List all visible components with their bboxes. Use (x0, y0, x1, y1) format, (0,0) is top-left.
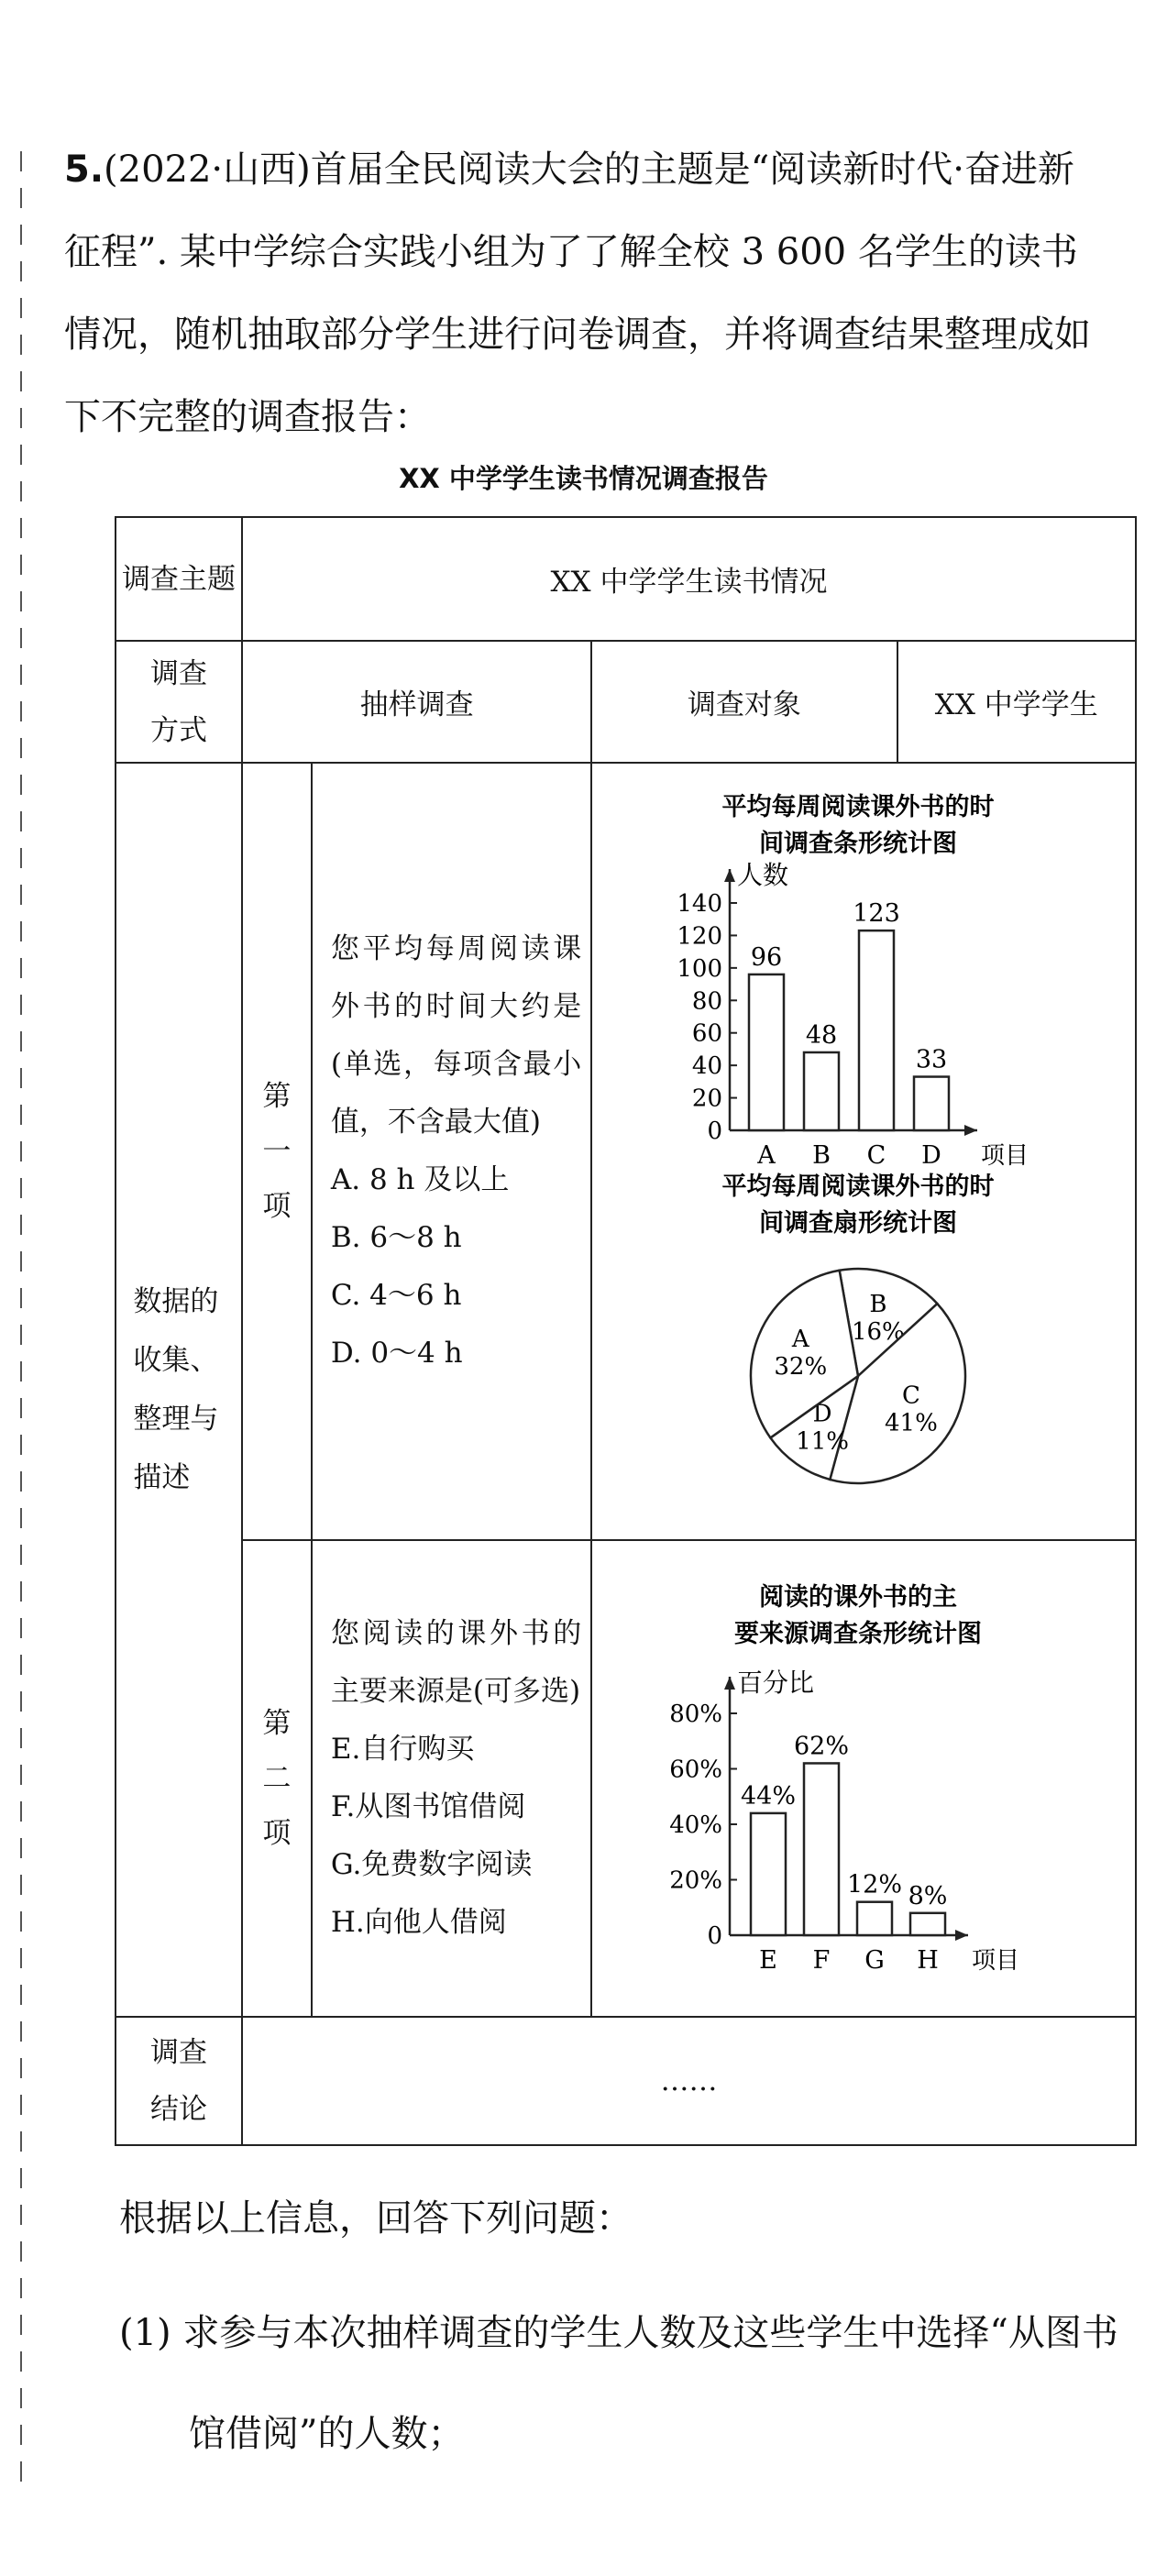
report-title: XX 中学学生读书情况调查报告 (399, 463, 768, 494)
bar-value-label-B: 48 (806, 1020, 838, 1050)
x-axis-label: 项目 (981, 1142, 1029, 1167)
item2-chart-cell (591, 1540, 1136, 2017)
report-table (115, 516, 1137, 2146)
y-tick-label: 140 (677, 890, 723, 918)
chart-title-line-2: 间调查条形统计图 (759, 830, 958, 858)
problem-line-1 (64, 128, 1137, 211)
topic-label-cell (116, 517, 242, 641)
y-axis-arrow (724, 1677, 735, 1690)
bar-H (910, 1913, 945, 1935)
conclusion-label: 调查结论 (149, 2036, 207, 2126)
problem-statement (64, 128, 1137, 458)
bar-G (857, 1902, 892, 1935)
problem-line-2: 征程”. 某中学综合实践小组为了了解全校 3 600 名学生的读书 (64, 231, 1078, 273)
bar-D (914, 1077, 949, 1130)
item2-option-g: G.免费数字阅读 (330, 1848, 533, 1881)
bar-value-label-H: 8% (908, 1881, 948, 1910)
pie-value-D: 11% (796, 1427, 850, 1456)
bar-B (804, 1052, 839, 1130)
y-tick-label: 20 (692, 1084, 723, 1113)
source-bar-chart (592, 1541, 1133, 2013)
object-label: 调查对象 (591, 641, 897, 763)
bar-value-label-D: 33 (916, 1045, 948, 1074)
y-tick-label: 80 (692, 987, 723, 1016)
pie-label-C: C (902, 1382, 921, 1410)
topic-label: 调查主题 (121, 562, 236, 596)
item1-option-b: B. 6～8 h (330, 1221, 462, 1254)
item1-question: 您平均每周阅读课外书的时间大约是(单选，每项含最小值，不含最大值) (330, 932, 582, 1139)
question-1 (119, 2283, 1137, 2484)
pie-value-B: 16% (852, 1317, 906, 1346)
x-axis-arrow (955, 1930, 968, 1941)
question-1-line-2: 馆借阅”的人数； (189, 2413, 465, 2455)
x-axis-label: 项目 (972, 1947, 1020, 1975)
data-label: 数据的收集、整理与描述 (133, 1285, 219, 1494)
y-tick-label: 80% (669, 1701, 723, 1728)
item1-option-a: A. 8 h 及以上 (330, 1163, 510, 1196)
bar-value-label-C: 123 (853, 899, 901, 929)
conclusion-label-cell (116, 2017, 242, 2145)
method-label: 调查方式 (149, 656, 207, 747)
y-tick-label: 60% (669, 1756, 723, 1784)
problem-number: 5. (64, 149, 105, 191)
x-tick-label-B: B (812, 1141, 831, 1167)
x-tick-label-D: D (921, 1141, 942, 1167)
y-tick-label: 120 (677, 922, 723, 951)
time-bar-chart (592, 764, 1133, 1167)
pie-label-A: A (792, 1326, 809, 1354)
pie-label-D: D (812, 1400, 832, 1428)
item1-charts-cell (591, 763, 1136, 1540)
y-tick-label: 0 (707, 1117, 723, 1145)
y-axis-arrow (724, 869, 735, 882)
item2-side-label: 第二项 (262, 1707, 292, 1850)
time-pie-chart (592, 1167, 1133, 1534)
item1-side-cell (242, 763, 312, 1540)
y-tick-label: 100 (677, 954, 723, 983)
item2-question: 您阅读的课外书的主要来源是(可多选) (330, 1617, 582, 1708)
pie-value-A: 32% (774, 1353, 828, 1382)
x-tick-label-F: F (812, 1946, 831, 1975)
bar-F (804, 1763, 839, 1935)
question-1-line-1: (1) 求参与本次抽样调查的学生人数及这些学生中选择“从图书 (119, 2312, 1118, 2354)
method-label-cell (116, 641, 242, 763)
x-tick-label-C: C (866, 1141, 886, 1167)
bar-A (749, 974, 784, 1130)
item2-option-h: H.向他人借阅 (330, 1906, 507, 1939)
margin-dashed-line (20, 151, 22, 2498)
pie-value-C: 41% (885, 1409, 939, 1437)
bar-value-label-G: 12% (847, 1870, 903, 1899)
item2-question-cell (312, 1540, 591, 2017)
item2-option-e: E.自行购买 (330, 1733, 475, 1766)
x-tick-label-E: E (759, 1946, 778, 1975)
x-axis-arrow (964, 1125, 977, 1136)
problem-line-4: 下不完整的调查报告： (64, 396, 431, 438)
y-axis-label: 百分比 (737, 1668, 815, 1698)
item1-option-c: C. 4～6 h (330, 1279, 462, 1312)
bar-value-label-F: 62% (794, 1732, 850, 1761)
bar-C (859, 930, 894, 1130)
data-label-cell (116, 763, 242, 2017)
bar-value-label-A: 96 (751, 942, 783, 972)
bar-value-label-E: 44% (741, 1781, 797, 1811)
problem-text-1: (2022·山西)首届全民阅读大会的主题是“阅读新时代·奋进新 (104, 149, 1074, 191)
chart-title-line-1: 阅读的课外书的主 (759, 1583, 958, 1612)
y-tick-label: 40 (692, 1052, 723, 1081)
item1-option-d: D. 0～4 h (330, 1337, 463, 1370)
bar-E (751, 1813, 786, 1935)
pie-title-line-1: 平均每周阅读课外书的时 (721, 1172, 995, 1201)
item2-option-f: F.从图书馆借阅 (330, 1790, 526, 1823)
topic-value: XX 中学学生读书情况 (242, 517, 1136, 641)
y-axis-label: 人数 (737, 860, 789, 890)
y-tick-label: 60 (692, 1019, 723, 1048)
x-tick-label-A: A (757, 1141, 776, 1167)
x-tick-label-G: G (864, 1946, 886, 1975)
x-tick-label-H: H (917, 1946, 940, 1975)
y-tick-label: 20% (669, 1866, 723, 1895)
chart-title-line-1: 平均每周阅读课外书的时 (721, 793, 995, 821)
pie-label-B: B (869, 1290, 887, 1318)
pie-title-line-2: 间调查扇形统计图 (759, 1209, 958, 1238)
problem-line-3: 情况，随机抽取部分学生进行问卷调查，并将调查结果整理成如 (64, 314, 1091, 356)
y-tick-label: 0 (707, 1922, 723, 1950)
questions-intro: 根据以上信息，回答下列问题： (119, 2197, 633, 2240)
conclusion-value: …… (242, 2017, 1136, 2145)
y-tick-label: 40% (669, 1811, 723, 1839)
item1-question-cell (312, 763, 591, 1540)
item2-side-cell (242, 1540, 312, 2017)
item1-side-label: 第一项 (262, 1080, 292, 1223)
method-value: 抽样调查 (242, 641, 591, 763)
chart-title-line-2: 要来源调查条形统计图 (734, 1620, 983, 1648)
object-value: XX 中学学生 (897, 641, 1136, 763)
